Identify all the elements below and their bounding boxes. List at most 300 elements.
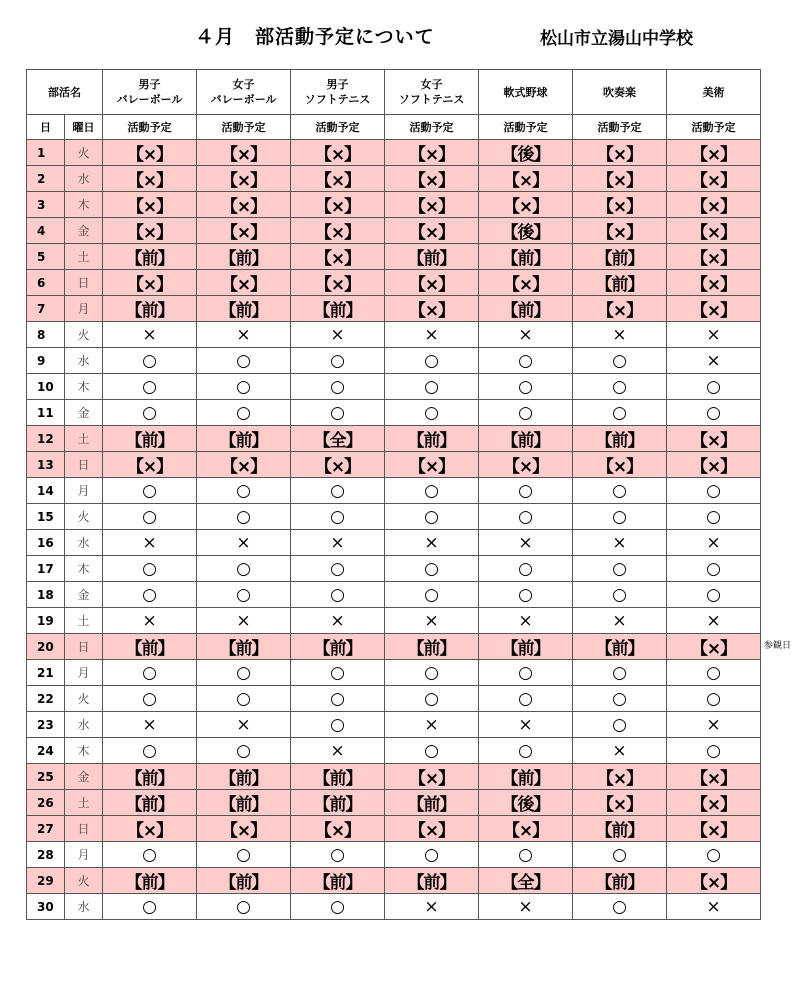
schedule-cell: ○ (667, 556, 761, 582)
schedule-cell: ○ (479, 478, 573, 504)
schedule-cell: × (479, 322, 573, 348)
schedule-cell: ○ (103, 374, 197, 400)
schedule-cell: 【×】 (197, 270, 291, 296)
club-name-label: 部活名 (27, 70, 103, 115)
table-row (27, 244, 761, 270)
schedule-cell: × (385, 712, 479, 738)
table-row (27, 660, 761, 686)
schedule-cell: 【×】 (291, 244, 385, 270)
day-number: 18 (27, 582, 65, 608)
schedule-cell: 【×】 (291, 816, 385, 842)
day-number: 29 (27, 868, 65, 894)
schedule-cell: × (667, 712, 761, 738)
schedule-cell: 【×】 (667, 140, 761, 166)
day-of-week: 月 (65, 478, 103, 504)
table-row (27, 192, 761, 218)
schedule-cell: ○ (197, 478, 291, 504)
schedule-cell: ○ (573, 400, 667, 426)
schedule-cell: 【×】 (291, 140, 385, 166)
schedule-cell: × (385, 608, 479, 634)
schedule-cell: 【×】 (197, 166, 291, 192)
schedule-label: 活動予定 (197, 115, 291, 140)
schedule-cell: 【×】 (385, 192, 479, 218)
schedule-cell: 【前】 (479, 296, 573, 322)
table-row (27, 218, 761, 244)
schedule-cell: ○ (103, 504, 197, 530)
table-row (27, 842, 761, 868)
day-of-week: 木 (65, 374, 103, 400)
day-of-week: 水 (65, 530, 103, 556)
day-number: 22 (27, 686, 65, 712)
schedule-cell: 【×】 (667, 790, 761, 816)
day-number: 4 (27, 218, 65, 244)
schedule-cell: ○ (197, 348, 291, 374)
table-row (27, 322, 761, 348)
schedule-cell: 【前】 (479, 764, 573, 790)
schedule-label: 活動予定 (667, 115, 761, 140)
schedule-cell: 【前】 (291, 296, 385, 322)
schedule-cell: ○ (385, 478, 479, 504)
schedule-cell: 【前】 (291, 634, 385, 660)
schedule-cell: 【×】 (667, 426, 761, 452)
schedule-cell: 【×】 (291, 218, 385, 244)
schedule-cell: ○ (291, 504, 385, 530)
schedule-cell: 【×】 (385, 218, 479, 244)
schedule-cell: × (573, 530, 667, 556)
day-number: 2 (27, 166, 65, 192)
schedule-cell: 【×】 (479, 452, 573, 478)
schedule-cell: ○ (103, 556, 197, 582)
table-row (27, 738, 761, 764)
schedule-cell: 【×】 (667, 634, 761, 660)
schedule-cell: 【前】 (573, 426, 667, 452)
schedule-cell: 【×】 (573, 140, 667, 166)
club-header: 軟式野球 (479, 70, 573, 115)
table-row (27, 530, 761, 556)
schedule-cell: 【×】 (103, 452, 197, 478)
schedule-cell: × (197, 608, 291, 634)
day-of-week: 土 (65, 244, 103, 270)
header-row-labels (27, 115, 761, 140)
schedule-cell: ○ (197, 738, 291, 764)
schedule-table (26, 69, 761, 920)
table-row (27, 140, 761, 166)
schedule-cell: 【前】 (103, 426, 197, 452)
schedule-cell: × (479, 608, 573, 634)
schedule-cell: × (103, 712, 197, 738)
schedule-label: 活動予定 (573, 115, 667, 140)
header-row-clubs (27, 70, 761, 115)
schedule-cell: 【×】 (667, 764, 761, 790)
schedule-cell: ○ (291, 660, 385, 686)
side-note: 参観日 (764, 641, 792, 651)
schedule-cell: 【×】 (385, 270, 479, 296)
schedule-cell: 【×】 (103, 816, 197, 842)
schedule-cell: × (573, 322, 667, 348)
schedule-cell: ○ (573, 478, 667, 504)
schedule-cell: 【前】 (103, 296, 197, 322)
schedule-cell: ○ (479, 348, 573, 374)
schedule-cell: ○ (479, 400, 573, 426)
day-number: 7 (27, 296, 65, 322)
schedule-cell: 【×】 (197, 452, 291, 478)
schedule-cell: ○ (573, 374, 667, 400)
club-header: 吹奏楽 (573, 70, 667, 115)
table-row (27, 686, 761, 712)
schedule-cell: 【前】 (103, 764, 197, 790)
schedule-cell: 【前】 (385, 634, 479, 660)
schedule-cell: ○ (573, 894, 667, 920)
schedule-cell: × (667, 530, 761, 556)
schedule-cell: ○ (479, 738, 573, 764)
schedule-cell: 【前】 (385, 868, 479, 894)
schedule-cell: 【×】 (197, 140, 291, 166)
day-number: 26 (27, 790, 65, 816)
schedule-cell: ○ (667, 738, 761, 764)
schedule-cell: 【×】 (573, 296, 667, 322)
schedule-cell: 【×】 (385, 452, 479, 478)
schedule-cell: × (197, 712, 291, 738)
schedule-cell: ○ (197, 374, 291, 400)
table-row (27, 868, 761, 894)
schedule-cell: ○ (291, 556, 385, 582)
schedule-cell: 【前】 (197, 296, 291, 322)
day-number: 17 (27, 556, 65, 582)
schedule-cell: ○ (291, 348, 385, 374)
day-of-week: 土 (65, 790, 103, 816)
schedule-cell: 【×】 (197, 816, 291, 842)
day-of-week: 火 (65, 868, 103, 894)
schedule-cell: 【前】 (385, 426, 479, 452)
schedule-cell: ○ (479, 686, 573, 712)
club-header: 美術 (667, 70, 761, 115)
day-of-week: 金 (65, 764, 103, 790)
schedule-cell: ○ (573, 842, 667, 868)
schedule-cell: 【前】 (197, 868, 291, 894)
schedule-cell: 【×】 (667, 868, 761, 894)
schedule-cell: ○ (385, 400, 479, 426)
day-number: 15 (27, 504, 65, 530)
table-row (27, 556, 761, 582)
schedule-cell: 【前】 (479, 634, 573, 660)
day-of-week: 火 (65, 504, 103, 530)
schedule-cell: ○ (667, 686, 761, 712)
schedule-label: 活動予定 (291, 115, 385, 140)
day-number: 1 (27, 140, 65, 166)
day-number: 13 (27, 452, 65, 478)
schedule-cell: 【×】 (667, 218, 761, 244)
day-of-week: 日 (65, 816, 103, 842)
schedule-cell: 【×】 (385, 816, 479, 842)
schedule-cell: 【×】 (573, 452, 667, 478)
schedule-cell: 【×】 (479, 166, 573, 192)
day-of-week: 金 (65, 582, 103, 608)
day-of-week: 日 (65, 270, 103, 296)
schedule-cell: ○ (291, 374, 385, 400)
day-number: 27 (27, 816, 65, 842)
schedule-cell: ○ (197, 842, 291, 868)
table-row (27, 582, 761, 608)
schedule-cell: ○ (667, 660, 761, 686)
schedule-cell: 【×】 (385, 166, 479, 192)
day-of-week: 日 (65, 452, 103, 478)
schedule-cell: 【×】 (573, 764, 667, 790)
day-of-week: 月 (65, 842, 103, 868)
day-of-week: 火 (65, 140, 103, 166)
schedule-cell: ○ (197, 400, 291, 426)
table-row (27, 816, 761, 842)
schedule-cell: 【全】 (479, 868, 573, 894)
table-row (27, 426, 761, 452)
schedule-cell: × (291, 530, 385, 556)
schedule-cell: ○ (291, 894, 385, 920)
schedule-cell: × (479, 712, 573, 738)
schedule-cell: × (479, 530, 573, 556)
schedule-cell: ○ (667, 504, 761, 530)
schedule-cell: 【前】 (103, 634, 197, 660)
schedule-cell: ○ (479, 842, 573, 868)
schedule-cell: ○ (103, 894, 197, 920)
schedule-cell: × (667, 322, 761, 348)
day-number: 25 (27, 764, 65, 790)
day-of-week: 水 (65, 166, 103, 192)
day-of-week: 木 (65, 192, 103, 218)
table-row (27, 270, 761, 296)
day-of-week: 火 (65, 322, 103, 348)
schedule-cell: ○ (197, 582, 291, 608)
schedule-cell: ○ (197, 660, 291, 686)
schedule-cell: 【前】 (103, 790, 197, 816)
schedule-cell: 【×】 (197, 218, 291, 244)
table-row (27, 374, 761, 400)
day-label: 日 (27, 115, 65, 140)
schedule-cell: ○ (667, 374, 761, 400)
day-number: 11 (27, 400, 65, 426)
schedule-cell: 【前】 (103, 868, 197, 894)
schedule-cell: 【前】 (103, 244, 197, 270)
schedule-cell: ○ (385, 504, 479, 530)
schedule-cell: 【×】 (573, 218, 667, 244)
schedule-cell: 【×】 (291, 166, 385, 192)
schedule-cell: ○ (479, 556, 573, 582)
day-number: 30 (27, 894, 65, 920)
schedule-cell: × (385, 894, 479, 920)
schedule-label: 活動予定 (385, 115, 479, 140)
schedule-cell: 【前】 (385, 790, 479, 816)
club-header: 男子 バレーボール (103, 70, 197, 115)
schedule-cell: 【×】 (385, 764, 479, 790)
schedule-cell: ○ (103, 686, 197, 712)
schedule-cell: ○ (291, 582, 385, 608)
day-of-week: 火 (65, 686, 103, 712)
schedule-cell: × (385, 530, 479, 556)
schedule-cell: × (291, 322, 385, 348)
schedule-cell: ○ (667, 842, 761, 868)
schedule-cell: × (291, 608, 385, 634)
day-number: 12 (27, 426, 65, 452)
day-number: 9 (27, 348, 65, 374)
schedule-cell: ○ (479, 582, 573, 608)
schedule-cell: 【×】 (103, 192, 197, 218)
schedule-cell: 【×】 (291, 452, 385, 478)
schedule-cell: 【×】 (479, 270, 573, 296)
day-of-week: 金 (65, 400, 103, 426)
table-row (27, 504, 761, 530)
schedule-cell: 【×】 (667, 816, 761, 842)
schedule-cell: ○ (385, 660, 479, 686)
schedule-cell: 【前】 (197, 764, 291, 790)
schedule-cell: ○ (667, 400, 761, 426)
table-row (27, 166, 761, 192)
club-header: 女子 バレーボール (197, 70, 291, 115)
schedule-cell: 【後】 (479, 218, 573, 244)
schedule-cell: ○ (479, 504, 573, 530)
schedule-cell: × (291, 738, 385, 764)
schedule-label: 活動予定 (479, 115, 573, 140)
day-number: 19 (27, 608, 65, 634)
schedule-cell: ○ (573, 686, 667, 712)
day-of-week: 月 (65, 296, 103, 322)
schedule-cell: × (667, 348, 761, 374)
schedule-cell: 【前】 (479, 426, 573, 452)
schedule-cell: × (479, 894, 573, 920)
schedule-cell: 【×】 (573, 166, 667, 192)
day-of-week: 水 (65, 348, 103, 374)
schedule-cell: 【×】 (385, 296, 479, 322)
day-of-week: 月 (65, 660, 103, 686)
day-number: 6 (27, 270, 65, 296)
schedule-cell: ○ (385, 686, 479, 712)
schedule-cell: 【前】 (573, 816, 667, 842)
schedule-cell: 【前】 (573, 270, 667, 296)
table-row (27, 712, 761, 738)
table-row (27, 790, 761, 816)
schedule-cell: ○ (573, 556, 667, 582)
table-row (27, 764, 761, 790)
schedule-cell: 【前】 (197, 634, 291, 660)
schedule-cell: 【前】 (573, 244, 667, 270)
schedule-cell: ○ (385, 556, 479, 582)
schedule-cell: ○ (573, 712, 667, 738)
day-number: 16 (27, 530, 65, 556)
page-title: ４月 部活動予定について (195, 26, 435, 48)
schedule-cell: 【×】 (573, 192, 667, 218)
day-of-week: 土 (65, 426, 103, 452)
day-number: 24 (27, 738, 65, 764)
schedule-cell: ○ (291, 400, 385, 426)
table-row (27, 478, 761, 504)
schedule-cell: 【前】 (479, 244, 573, 270)
schedule-cell: ○ (103, 348, 197, 374)
schedule-cell: ○ (197, 894, 291, 920)
schedule-cell: 【前】 (197, 244, 291, 270)
table-row (27, 634, 761, 660)
schedule-cell: ○ (667, 478, 761, 504)
schedule-cell: 【後】 (479, 140, 573, 166)
dow-label: 曜日 (65, 115, 103, 140)
schedule-label: 活動予定 (103, 115, 197, 140)
schedule-cell: 【前】 (197, 426, 291, 452)
schedule-cell: × (197, 322, 291, 348)
schedule-cell: 【前】 (291, 868, 385, 894)
schedule-cell: ○ (103, 842, 197, 868)
day-number: 3 (27, 192, 65, 218)
schedule-cell: ○ (385, 738, 479, 764)
schedule-cell: ○ (385, 842, 479, 868)
schedule-cell: 【×】 (291, 192, 385, 218)
schedule-cell: × (103, 322, 197, 348)
schedule-cell: 【前】 (385, 244, 479, 270)
schedule-cell: ○ (103, 478, 197, 504)
day-of-week: 金 (65, 218, 103, 244)
schedule-cell: ○ (291, 478, 385, 504)
schedule-cell: × (103, 608, 197, 634)
schedule-cell: 【×】 (103, 270, 197, 296)
schedule-cell: 【前】 (291, 790, 385, 816)
schedule-cell: 【×】 (667, 452, 761, 478)
day-of-week: 水 (65, 712, 103, 738)
day-number: 10 (27, 374, 65, 400)
schedule-cell: 【×】 (103, 166, 197, 192)
schedule-cell: ○ (385, 582, 479, 608)
schedule-cell: ○ (103, 582, 197, 608)
schedule-cell: ○ (573, 582, 667, 608)
schedule-cell: ○ (573, 348, 667, 374)
schedule-cell: × (573, 738, 667, 764)
schedule-cell: ○ (573, 660, 667, 686)
day-of-week: 日 (65, 634, 103, 660)
schedule-cell: 【×】 (103, 218, 197, 244)
schedule-cell: ○ (479, 660, 573, 686)
schedule-cell: ○ (385, 374, 479, 400)
schedule-cell: 【前】 (573, 868, 667, 894)
school-name: 松山市立湯山中学校 (540, 29, 693, 49)
schedule-cell: 【全】 (291, 426, 385, 452)
table-row (27, 608, 761, 634)
table-row (27, 894, 761, 920)
schedule-cell: × (667, 894, 761, 920)
schedule-cell: 【×】 (479, 816, 573, 842)
day-number: 14 (27, 478, 65, 504)
day-number: 28 (27, 842, 65, 868)
schedule-cell: ○ (197, 504, 291, 530)
schedule-cell: ○ (667, 582, 761, 608)
schedule-cell: ○ (197, 556, 291, 582)
schedule-cell: ○ (103, 400, 197, 426)
day-of-week: 木 (65, 738, 103, 764)
table-row (27, 452, 761, 478)
day-number: 23 (27, 712, 65, 738)
club-header: 女子 ソフトテニス (385, 70, 479, 115)
schedule-cell: × (103, 530, 197, 556)
club-header: 男子 ソフトテニス (291, 70, 385, 115)
day-of-week: 木 (65, 556, 103, 582)
day-of-week: 土 (65, 608, 103, 634)
day-number: 8 (27, 322, 65, 348)
schedule-cell: ○ (103, 738, 197, 764)
schedule-cell: ○ (291, 842, 385, 868)
schedule-cell: 【×】 (385, 140, 479, 166)
table-row (27, 296, 761, 322)
schedule-cell: 【×】 (103, 140, 197, 166)
day-of-week: 水 (65, 894, 103, 920)
day-number: 20 (27, 634, 65, 660)
schedule-cell: 【×】 (479, 192, 573, 218)
schedule-cell: ○ (385, 348, 479, 374)
schedule-cell: 【×】 (667, 244, 761, 270)
schedule-cell: 【後】 (479, 790, 573, 816)
schedule-cell: × (385, 322, 479, 348)
